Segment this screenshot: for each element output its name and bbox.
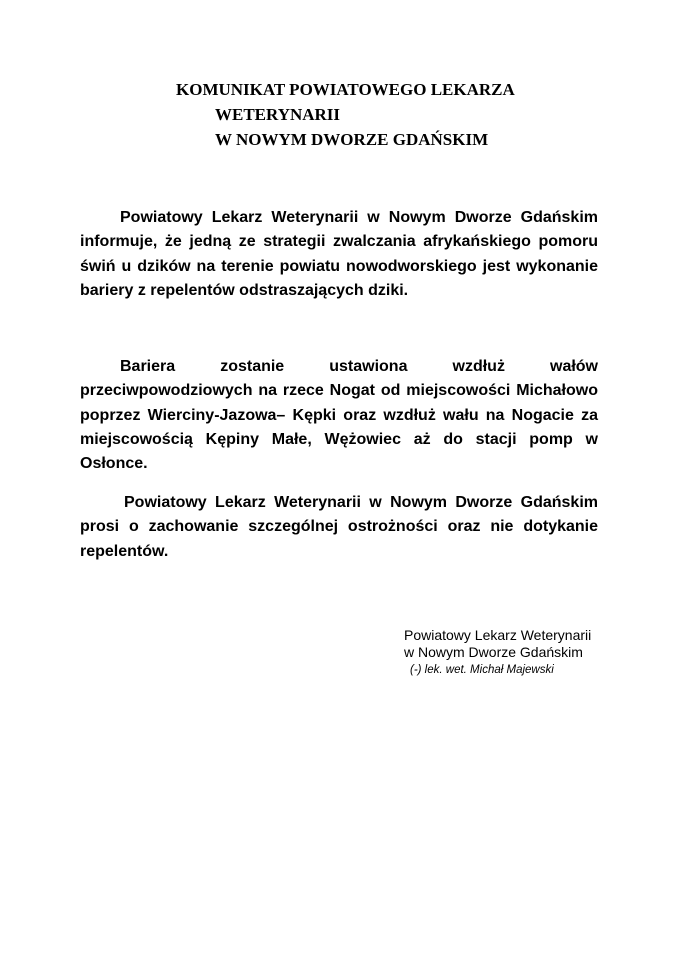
signature-office: w Nowym Dworze Gdańskim <box>404 644 583 660</box>
paragraph-caution: Powiatowy Lekarz Weterynarii w Nowym Dworze Gdańskim prosi o zachowanie szczególnej ostrożności oraz nie dotykanie repelentów. <box>80 494 598 560</box>
title-line-1: KOMUNIKAT POWIATOWEGO LEKARZA <box>176 80 515 99</box>
signature-name: (-) lek. wet. Michał Majewski <box>410 664 554 676</box>
signature-block <box>404 627 591 678</box>
signature-title: Powiatowy Lekarz Weterynarii <box>404 627 592 643</box>
paragraph-barrier-location: Bariera zostanie ustawiona wzdłuż wałów przeciwpowodziowych na rzece Nogat od miejscowości Michałowo poprzez Wierciny-Jazowa– Kępki oraz wzdłuż wału na Nogacie za miejscowością Kępiny Małe, Wężowiec aż do stacji pomp w Osłonce. <box>80 358 598 473</box>
title-line-3: W NOWYM DWORZE GDAŃSKIM <box>215 130 489 149</box>
paragraph-intro: Powiatowy Lekarz Weterynarii w Nowym Dworze Gdańskim informuje, że jedną ze strategii zwalczania afrykańskiego pomoru świń u dzików na terenie powiatu nowodworskiego jest wykonanie bariery z repelentów odstraszających dziki. <box>80 209 598 299</box>
title-line-2: WETERYNARII <box>215 105 341 124</box>
